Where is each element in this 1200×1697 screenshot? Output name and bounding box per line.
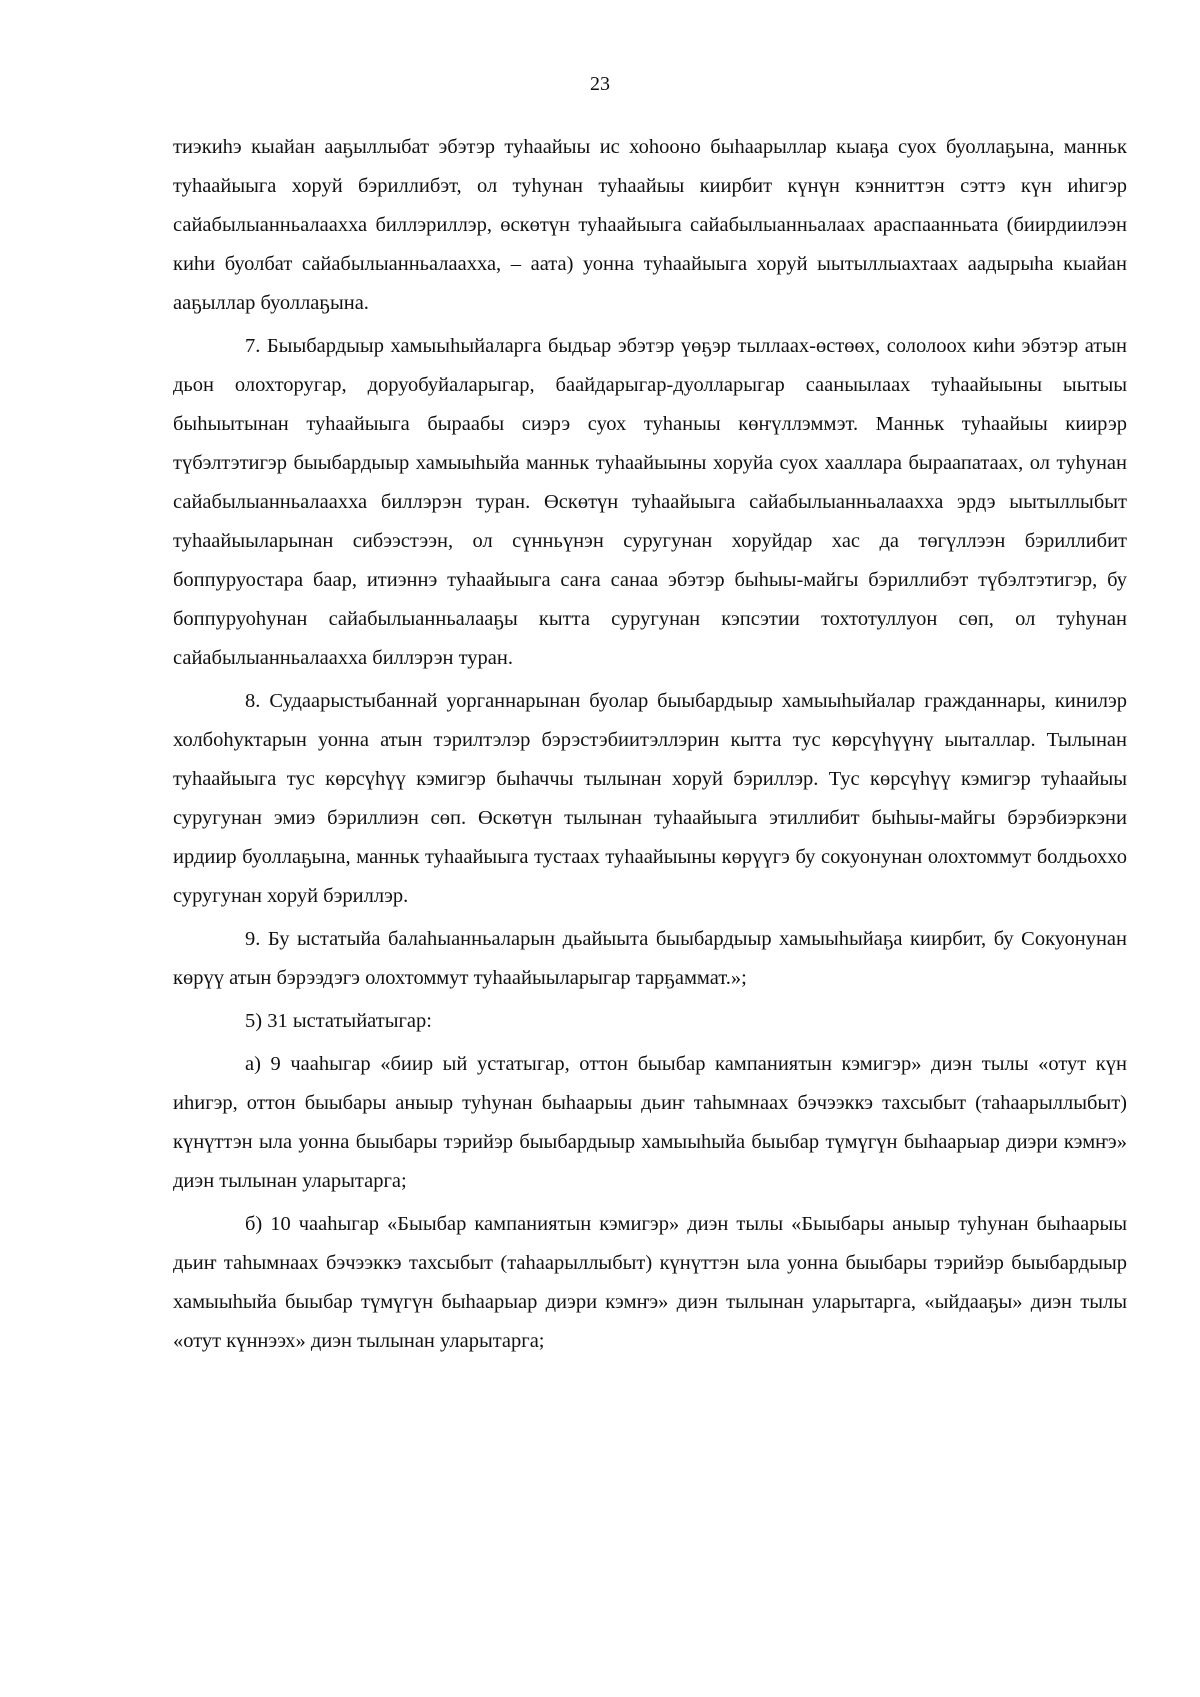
paragraph-article-31: 5) 31 ыстатыйатыгар: <box>245 1010 432 1032</box>
paragraph-item-8: 8. Судаарыстыбаннай уорганнарынан буолар быыбардыыр хамыыһыйалар гражданнары, кинилэр холбоһуктарын уонна атын тэрилтэлэр бэрэстэбиитэллэрин кытта тус көрсүһүүнү ыыталлар. Тылынан туһаайыыга тус көрсүһүү кэмигэр быһаччы тылынан хоруй бэриллэр. Тус көрсүһүү кэмигэр туһаайыы суругунан эмиэ бэриллиэн сөп. Өскөтүн тылынан туһаайыыга этиллибит быһыы-майгы бэрэбиэркэни ирдиир буоллаҕына, манньк туһаайыыга тустаах туһаайыыны көрүүгэ бу сокуонунан олохтоммут болдьоххо суругунан хоруй бэриллэр. <box>173 690 1127 907</box>
page-number: 23 <box>590 73 610 95</box>
paragraph-subitem-b: б) 10 чааһыгар «Быыбар кампаниятын кэмигэр» диэн тылы «Быыбары аныыр туһунан быһаарыы дьиҥ таһымнаах бэчээккэ тахсыбыт (таһаарыллыбыт) күнүттэн ыла уонна быыбары тэрийэр быыбардыыр хамыыһыйа быыбар түмүгүн быһаарыар диэри кэмҥэ» диэн тылынан уларытарга, «ыйдааҕы» диэн тылы «отут күннээх» диэн тылынан уларытарга; <box>173 1213 1127 1352</box>
paragraph-item-7: 7. Быыбардыыр хамыыһыйаларга быдьар эбэтэр үөҕэр тыллаах-өстөөх, сололоох киһи эбэтэр атын дьон олохторугар, доруобуйаларыгар, баайдарыгар-дуолларыгар сааныылаах туһаайыыны ыытыы быһыытынан туһаайыыга быраабы сиэрэ суох туһаныы көҥүллэммэт. Манньк туһаайыы киирэр түбэлтэтигэр быыбардыыр хамыыһыйа манньк туһаайыыны хоруйа суох хааллара быраапатаах, ол туһунан сайабылыанньалаахха биллэрэн туран. Өскөтүн туһаайыыга сайабылыанньалаахха эрдэ ыытыллыбыт туһаайыыларынан сибээстээн, ол сүнньүнэн суругунан хоруйдар хас да төгүллээн бэриллибит боппуруостара баар, итиэннэ туһаайыыга саҥа санаа эбэтэр быһыы-майгы бэриллибэт түбэлтэтигэр, бу боппуруоһунан сайабылыанньалааҕы кытта суругунан кэпсэтии тохтотуллуон сөп, ол туһунан сайабылыанньалаахха биллэрэн туран. <box>173 335 1127 669</box>
paragraph-item-9: 9. Бу ыстатыйа балаһыанньаларын дьайыыта быыбардыыр хамыыһыйаҕа киирбит, бу Сокуонунан көрүү атын бэрээдэгэ олохтоммут туһаайыыларыгар тарҕаммат.»; <box>173 928 1127 989</box>
paragraph-continuation: тиэкиһэ кыайан ааҕыллыбат эбэтэр туһаайыы ис хоһооно быһаарыллар кыаҕа суох буоллаҕына, манньк туһаайыыга хоруй бэриллибэт, ол туһунан туһаайыы киирбит күнүн кэнниттэн сэттэ күн иһигэр сайабылыанньалаахха биллэриллэр, өскөтүн туһаайыыга сайабылыанньалаах араспаанньата (биирдиилээн киһи буолбат сайабылыанньалаахха, – аата) уонна туһаайыыга хоруй ыытыллыахтаах аадырыһа кыайан ааҕыллар буоллаҕына. <box>173 136 1127 314</box>
paragraph-subitem-a: а) 9 чааһыгар «биир ый устатыгар, оттон быыбар кампаниятын кэмигэр» диэн тылы «отут күн иһигэр, оттон быыбары аныыр туһунан быһаарыы дьиҥ таһымнаах бэчээккэ тахсыбыт (таһаарыллыбыт) күнүттэн ыла уонна быыбары тэрийэр быыбардыыр хамыыһыйа быыбар түмүгүн быһаарыар диэри кэмҥэ» диэн тылынан уларытарга; <box>173 1053 1127 1192</box>
document-body <box>173 128 1127 1361</box>
